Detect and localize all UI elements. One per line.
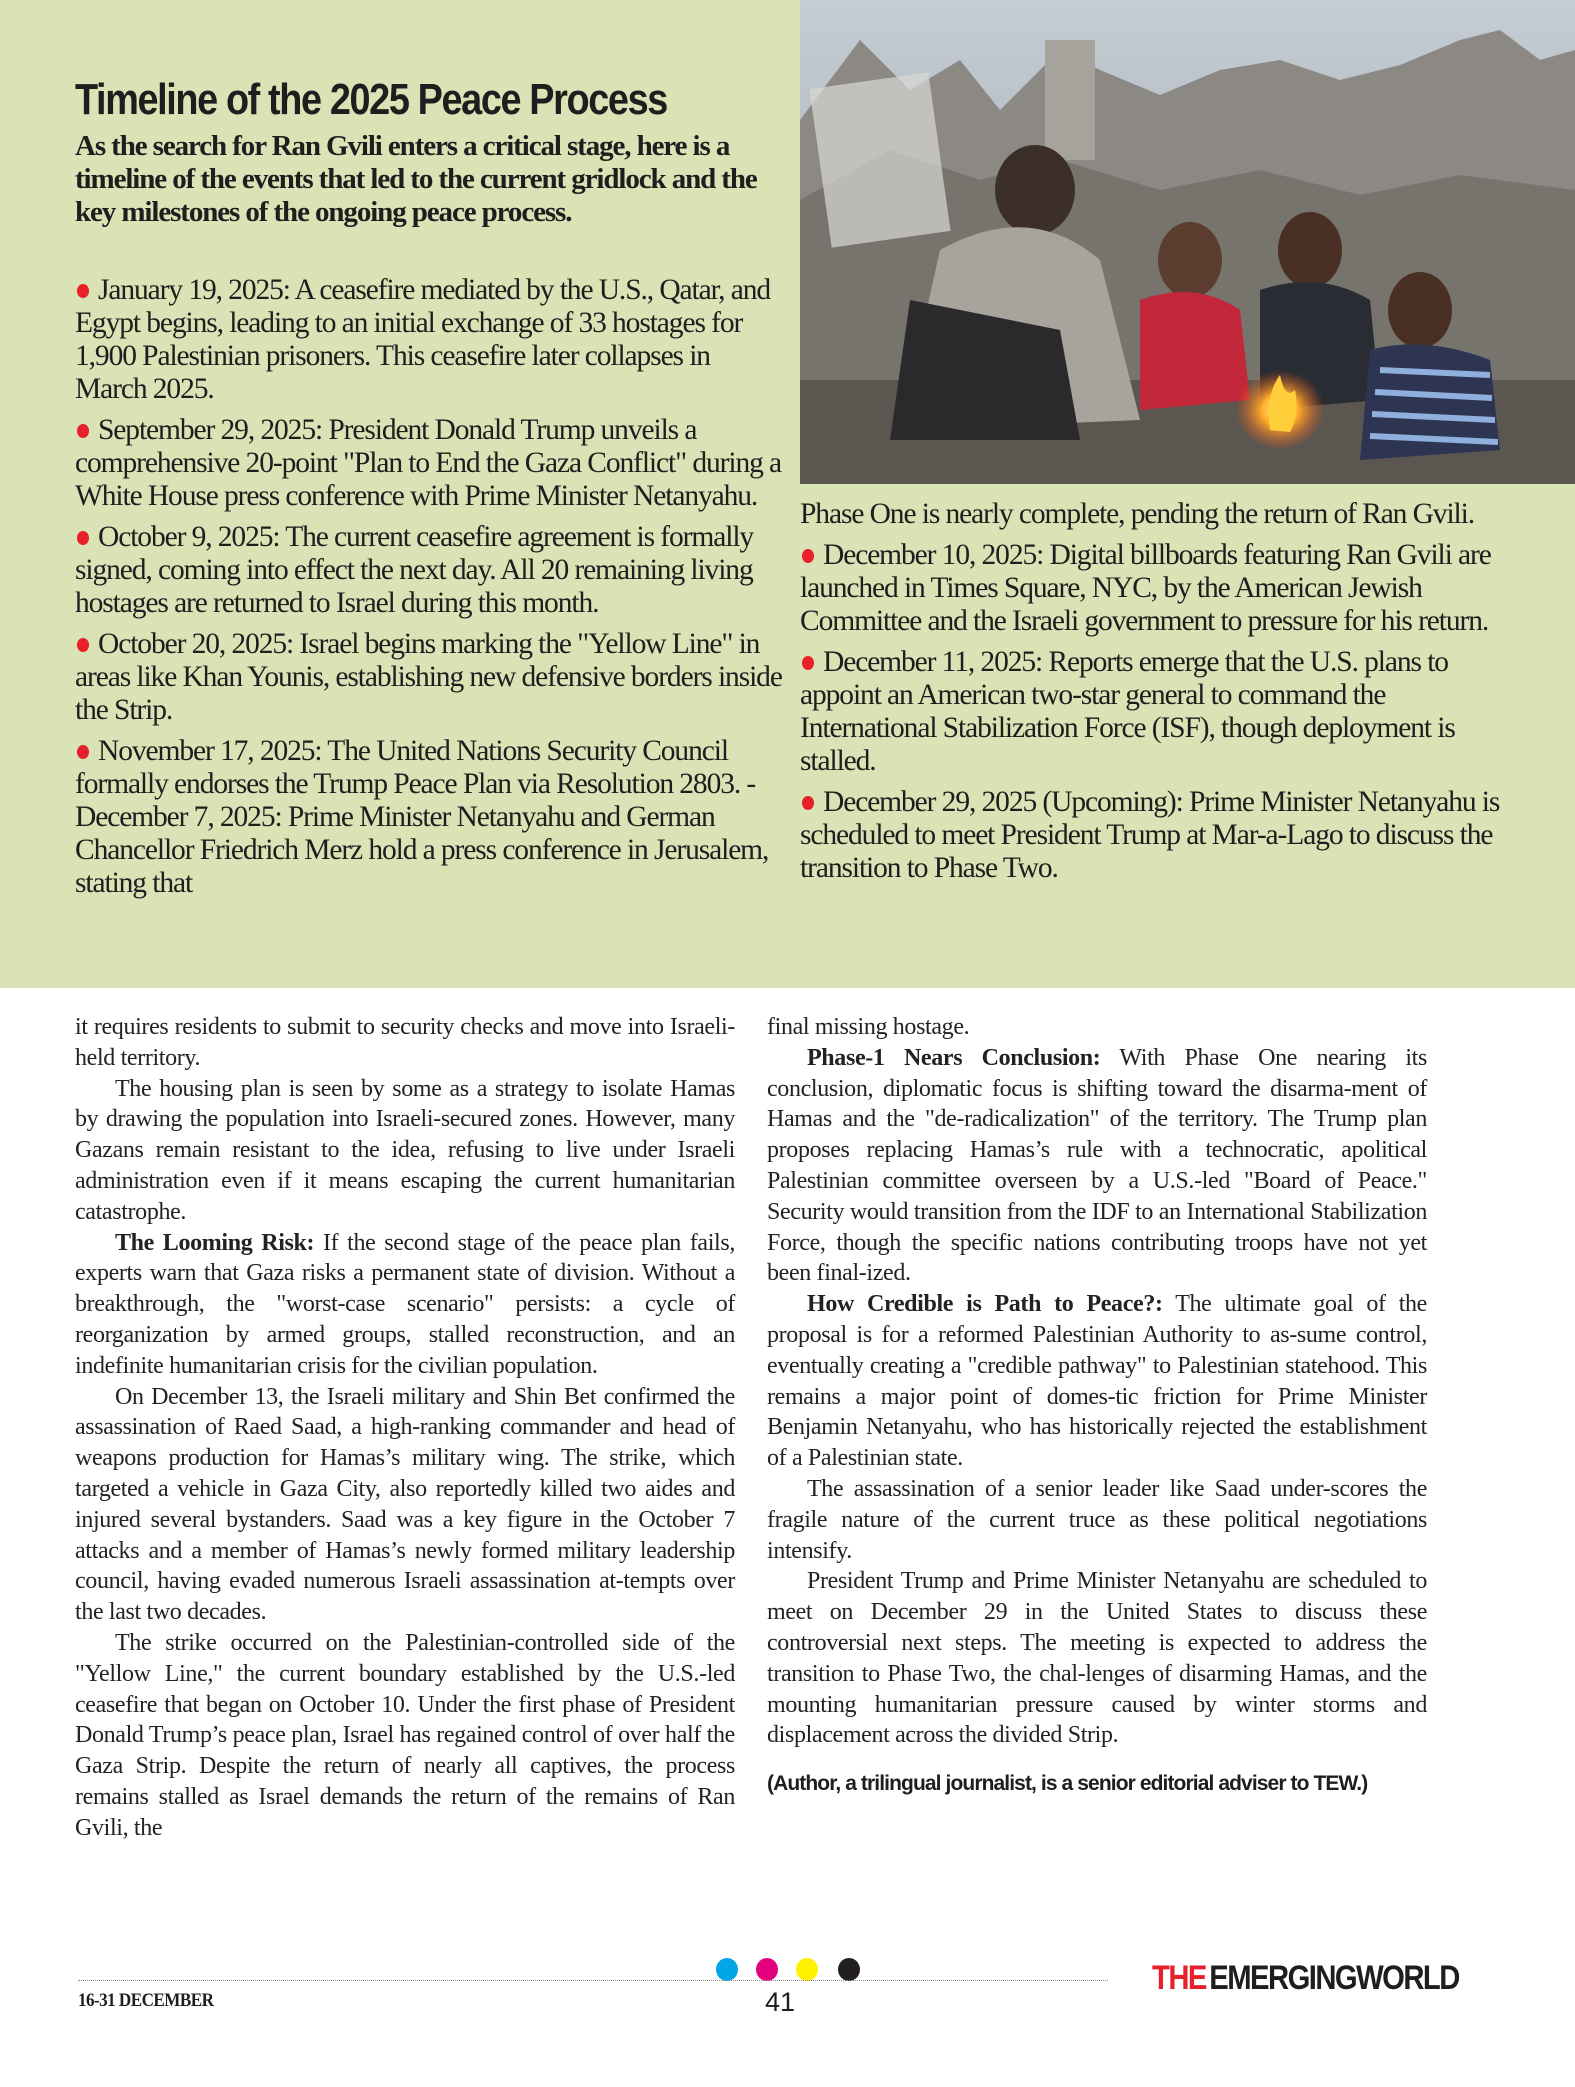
red-bullet-icon [77, 284, 89, 298]
timeline-item [75, 735, 785, 900]
timeline-item [800, 786, 1500, 885]
red-bullet-icon [802, 656, 814, 670]
timeline-item [75, 274, 785, 406]
red-bullet-icon [77, 531, 89, 545]
article-paragraph: On December 13, the Israeli military and Shin Bet confirmed the assassination of Raed Saad, a high-ranking commander and head of weapons production for Hamas’s military wing. The strike, which targeted a vehicle in Gaza City, also reportedly killed two aides and injured several bystanders. Saad was a key figure in the October 7 attacks and a member of Hamas’s newly formed military leadership council, having evaded numerous Israeli assassination at-tempts over the last two decades. [75, 1383, 735, 1626]
masthead-name: EMERGINGWORLD [1209, 1959, 1459, 1997]
timeline-item [75, 414, 785, 513]
subhead-credible-path: How Credible is Path to Peace?: [807, 1291, 1163, 1318]
timeline-item [75, 628, 785, 727]
article-column-left [75, 1012, 735, 1844]
registration-mark-black-icon [838, 1958, 860, 1981]
red-bullet-icon [77, 638, 89, 652]
article-paragraph: President Trump and Prime Minister Netanyahu are scheduled to meet on December 29 in the United States to discuss these controversial next steps. The meeting is expected to address the transition to Phase Two, the chal-lenges of disarming Hamas, and the mounting humanitarian pressure caused by winter storms and displacement across the divided Strip. [767, 1568, 1427, 1749]
footer-dotted-rule [78, 1980, 1108, 1981]
sidebar-title: Timeline of the 2025 Peace Process [75, 75, 667, 124]
red-bullet-icon [77, 424, 89, 438]
article-paragraph: The assassination of a senior leader like Saad under-scores the fragile nature of the current truce as these political negotiations intensify. [767, 1475, 1427, 1564]
article-paragraph: final missing hostage. [767, 1014, 970, 1040]
timeline-item-text: September 29, 2025: President Donald Trump unveils a comprehensive 20-point "Plan to End the Gaza Conflict" during a White House press conference with Prime Minister Netanyahu. [75, 414, 782, 512]
timeline-continuation-text: Phase One is nearly complete, pending the return of Ran Gvili. [800, 498, 1475, 530]
red-bullet-icon [802, 549, 814, 563]
article-photo [800, 0, 1575, 484]
timeline-item [75, 521, 785, 620]
sidebar-standfirst: As the search for Ran Gvili enters a critical stage, here is a timeline of the events that led to the current gridlock and the key milestones of the ongoing peace process. [75, 130, 757, 228]
photo-children-by-fire-icon [800, 0, 1575, 484]
article-paragraph: The Looming Risk: If the second stage of the peace plan fails, experts warn that Gaza risks a permanent state of division. Without a breakthrough, the "worst-case scenario" persists: a cycle of reorganization by armed groups, stalled reconstruction, and an indefinite humanitarian crisis for the civilian population. [75, 1229, 735, 1379]
timeline-item-text: October 20, 2025: Israel begins marking the "Yellow Line" in areas like Khan Younis, establishing new defensive borders inside the Strip. [75, 628, 782, 726]
registration-mark-magenta-icon [756, 1958, 778, 1981]
subhead-phase-1: Phase-1 Nears Conclusion: [807, 1044, 1101, 1071]
timeline-column-left [75, 274, 785, 908]
article-paragraph: How Credible is Path to Peace?: The ultimate goal of the proposal is for a reformed Palestinian Authority to as-sume control, eventually creating a "credible pathway" to Palestinian statehood. This remains a major point of domes-tic friction for Prime Minister Benjamin Netanyahu, who has historically rejected the establishment of a Palestinian state. [767, 1291, 1427, 1472]
page-number: 41 [765, 1987, 796, 2017]
article-column-right [767, 1012, 1427, 1797]
publication-masthead [1152, 1959, 1459, 1998]
timeline-item [800, 539, 1500, 638]
subhead-looming-risk: The Looming Risk: [115, 1229, 315, 1256]
timeline-item-text: January 19, 2025: A ceasefire mediated by the U.S., Qatar, and Egypt begins, leading to an initial exchange of 33 hostages for 1,900 Palestinian prisoners. This ceasefire later collapses in March 2025. [75, 274, 770, 405]
red-bullet-icon [802, 796, 814, 810]
timeline-item-text: November 17, 2025: The United Nations Security Council formally endorses the Trump Peace Plan via Resolution 2803. -December 7, 2025: Prime Minister Netanyahu and German Chancellor Friedrich Merz hold a press conference in Jerusalem, stating that [75, 735, 769, 899]
timeline-item-text: December 11, 2025: Reports emerge that the U.S. plans to appoint an American two-star general to command the International Stabilization Force (ISF), though deployment is stalled. [800, 646, 1455, 777]
article-paragraph: The housing plan is seen by some as a strategy to isolate Hamas by drawing the population into Israeli-secured zones. However, many Gazans remain resistant to the idea, refusing to live under Israeli administration even if it means escaping the current humanitarian catastrophe. [75, 1075, 735, 1225]
timeline-column-right [800, 498, 1500, 893]
timeline-item-text: December 29, 2025 (Upcoming): Prime Minister Netanyahu is scheduled to meet President Trump at Mar-a-Lago to discuss the transition to Phase Two. [800, 786, 1500, 884]
article-paragraph: it requires residents to submit to security checks and move into Israeli-held territory. [75, 1014, 735, 1071]
timeline-item [800, 646, 1500, 778]
issue-date: 16-31 DECEMBER [78, 1990, 214, 2011]
registration-mark-cyan-icon [716, 1958, 738, 1981]
red-bullet-icon [77, 745, 89, 759]
author-note: (Author, a trilingual journalist, is a senior editorial adviser to TEW.) [767, 1772, 1368, 1796]
article-paragraph: Phase-1 Nears Conclusion: With Phase One nearing its conclusion, diplomatic focus is shifting toward the disarma-ment of Hamas and the "de-radicalization" of the territory. The Trump plan proposes replacing Hamas’s rule with a technocratic, apolitical Palestinian committee overseen by a U.S.-led "Board of Peace." Security would transition from the IDF to an International Stabilization Force, though the specific nations contributing troops have not yet been final-ized. [767, 1044, 1427, 1287]
registration-mark-yellow-icon [796, 1958, 818, 1981]
masthead-prefix: THE [1152, 1959, 1206, 1997]
timeline-item-text: December 10, 2025: Digital billboards featuring Ran Gvili are launched in Times Square, NYC, by the American Jewish Committee and the Israeli government to pressure for his return. [800, 539, 1491, 637]
timeline-item-text: October 9, 2025: The current ceasefire agreement is formally signed, coming into effect the next day. All 20 remaining living hostages are returned to Israel during this month. [75, 521, 754, 619]
article-paragraph: The strike occurred on the Palestinian-controlled side of the "Yellow Line," the current boundary established by the U.S.-led ceasefire that began on October 10. Under the first phase of President Donald Trump’s peace plan, Israel has regained control of over half the Gaza Strip. Despite the return of nearly all captives, the process remains stalled as Israel demands the return of the remains of Ran Gvili, the [75, 1629, 735, 1841]
